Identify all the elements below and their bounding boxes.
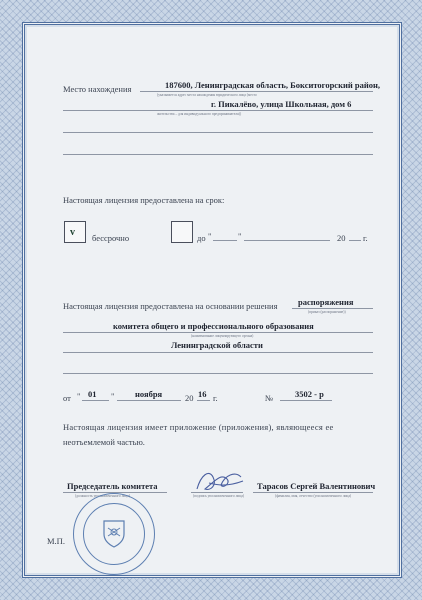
location-underline-3 bbox=[63, 132, 373, 133]
date-month: ноября bbox=[135, 389, 163, 399]
signer-name-line bbox=[253, 492, 373, 493]
date-quote-open: " bbox=[77, 391, 81, 401]
basis-doc-type-line bbox=[292, 308, 373, 309]
until-year-suffix: г. bbox=[363, 233, 368, 243]
basis-issuer-line1: комитета общего и профессионального образования bbox=[113, 321, 314, 331]
until-year-line bbox=[349, 240, 361, 241]
date-from-label: от bbox=[63, 393, 71, 403]
until-month-line bbox=[244, 240, 330, 241]
official-seal bbox=[73, 493, 155, 575]
location-underline-1 bbox=[140, 91, 373, 92]
location-line1: 187600, Ленинградская область, Бокситогорский район, bbox=[165, 80, 381, 90]
date-number-label: № bbox=[265, 393, 274, 403]
stamp-label: М.П. bbox=[47, 536, 65, 546]
location-underline-4 bbox=[63, 154, 373, 155]
signature-line bbox=[191, 492, 243, 493]
location-label: Место нахождения bbox=[63, 84, 132, 94]
indefinite-checkbox[interactable] bbox=[64, 221, 86, 243]
license-body bbox=[22, 22, 402, 578]
until-checkbox[interactable] bbox=[171, 221, 193, 243]
date-year-prefix: 20 bbox=[185, 393, 194, 403]
date-number: 3502 - р bbox=[295, 389, 324, 399]
date-day: 01 bbox=[88, 389, 97, 399]
checkbox-mark: v bbox=[70, 227, 75, 238]
date-day-line bbox=[82, 400, 109, 401]
signer-position: Председатель комитета bbox=[67, 481, 158, 491]
appendix-line1: Настоящая лицензия имеет приложение (приложения), являющееся ее bbox=[63, 422, 334, 432]
basis-underline-3 bbox=[63, 373, 373, 374]
basis-issuer-line2: Ленинградской области bbox=[171, 340, 263, 350]
until-quote-close: " bbox=[238, 231, 242, 241]
signer-name: Тарасов Сергей Валентинович bbox=[257, 481, 376, 491]
term-label: Настоящая лицензия предоставлена на срок: bbox=[63, 195, 225, 205]
location-line2: г. Пикалёво, улица Школьная, дом 6 bbox=[211, 99, 352, 109]
location-hint-1: (указывается адрес места нахождения юридического лица (место bbox=[157, 93, 257, 97]
date-month-line bbox=[117, 400, 181, 401]
appendix-line2: неотъемлемой частью. bbox=[63, 437, 145, 447]
date-year-line bbox=[197, 400, 210, 401]
date-year: 16 bbox=[198, 389, 207, 399]
basis-underline-2 bbox=[63, 352, 373, 353]
indefinite-label: бессрочно bbox=[92, 233, 130, 243]
signature-hint: (подпись уполномоченного лица) bbox=[193, 494, 245, 498]
location-hint-2: жительства – для индивидуального предпринимателя)) bbox=[157, 112, 242, 116]
basis-doc-type-hint: (приказ (распоряжение)) bbox=[308, 310, 346, 314]
signer-name-hint: (фамилия, имя, отчество (уполномоченного лица) bbox=[275, 494, 352, 498]
date-number-line bbox=[280, 400, 332, 401]
handwritten-signature-icon bbox=[191, 465, 249, 495]
until-label: до bbox=[197, 233, 206, 243]
date-quote-close: " bbox=[111, 391, 115, 401]
basis-issuer-hint: (наименование лицензирующего органа) bbox=[191, 334, 254, 338]
location-underline-2 bbox=[63, 110, 373, 111]
basis-label: Настоящая лицензия предоставлена на основании решения bbox=[63, 301, 278, 311]
signer-position-hint: (должность уполномоченного лица) bbox=[75, 494, 131, 498]
until-quote-open: " bbox=[208, 231, 212, 241]
coat-of-arms-icon bbox=[100, 518, 128, 548]
until-year-prefix: 20 bbox=[337, 233, 346, 243]
date-year-suffix: г. bbox=[213, 393, 218, 403]
until-day-line bbox=[213, 240, 237, 241]
basis-issuer-line bbox=[63, 332, 373, 333]
basis-doc-type: распоряжения bbox=[298, 297, 354, 307]
